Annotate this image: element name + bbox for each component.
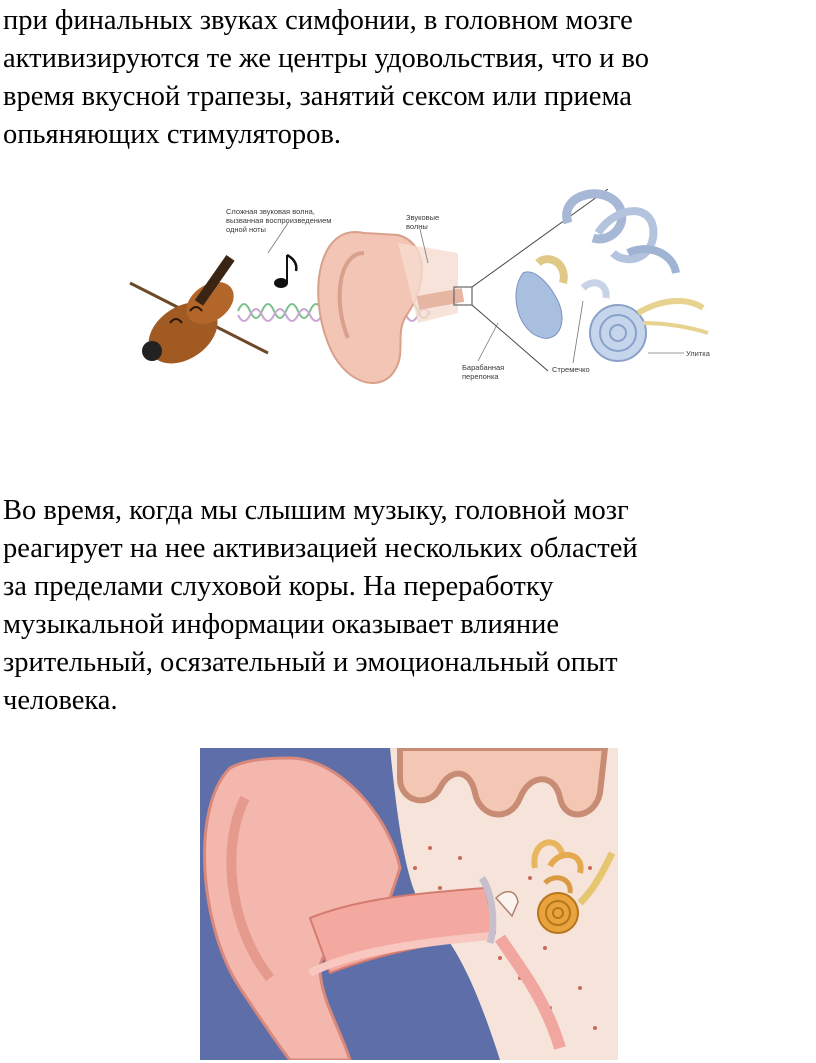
label-line: волны	[406, 222, 428, 231]
hearing-pathway-illustration	[128, 183, 718, 395]
text-line: активизируются те же центры удовольствия, что и во	[3, 43, 649, 74]
outer-ear	[318, 232, 463, 383]
label-line: Барабанная	[462, 363, 505, 372]
label-line: одной ноты	[226, 225, 266, 234]
label-line: перепонка	[462, 372, 499, 381]
label-line: Стремечко	[552, 365, 590, 374]
intro-paragraph	[3, 2, 808, 154]
label-cochlea	[686, 349, 710, 358]
music-perception-paragraph	[3, 492, 808, 720]
label-eardrum	[462, 363, 504, 381]
text-line: Во время, когда мы слышим музыку, головной мозг	[3, 495, 629, 526]
text-line: человека.	[3, 685, 118, 716]
text-line: за пределами слуховой коры. На переработку	[3, 571, 554, 602]
text-line: время вкусной трапезы, занятий сексом или приема	[3, 81, 632, 112]
label-line: вызванная воспроизведением	[226, 216, 332, 225]
label-stirrup	[552, 365, 590, 374]
ear-anatomy-drawing	[200, 748, 618, 1060]
text-line: зрительный, осязательный и эмоциональный опыт	[3, 647, 618, 678]
label-line: Сложная звуковая волна,	[226, 207, 315, 216]
label-line: Звуковые	[406, 213, 440, 222]
inner-ear	[516, 194, 708, 361]
text-line: опьяняющих стимуляторов.	[3, 119, 341, 150]
cochlea	[538, 893, 578, 933]
text-line: при финальных звуках симфонии, в головном мозге	[3, 5, 633, 36]
text-line: реагирует на нее активизацией нескольких областей	[3, 533, 638, 564]
music-note-icon	[274, 255, 296, 288]
text-line: музыкальной информации оказывает влияние	[3, 609, 560, 640]
label-sound-waves	[406, 213, 439, 231]
label-line: Улитка	[686, 349, 710, 358]
violin-icon	[130, 255, 268, 376]
label-complex-wave	[226, 207, 331, 234]
ear-anatomy-illustration	[200, 748, 618, 1060]
